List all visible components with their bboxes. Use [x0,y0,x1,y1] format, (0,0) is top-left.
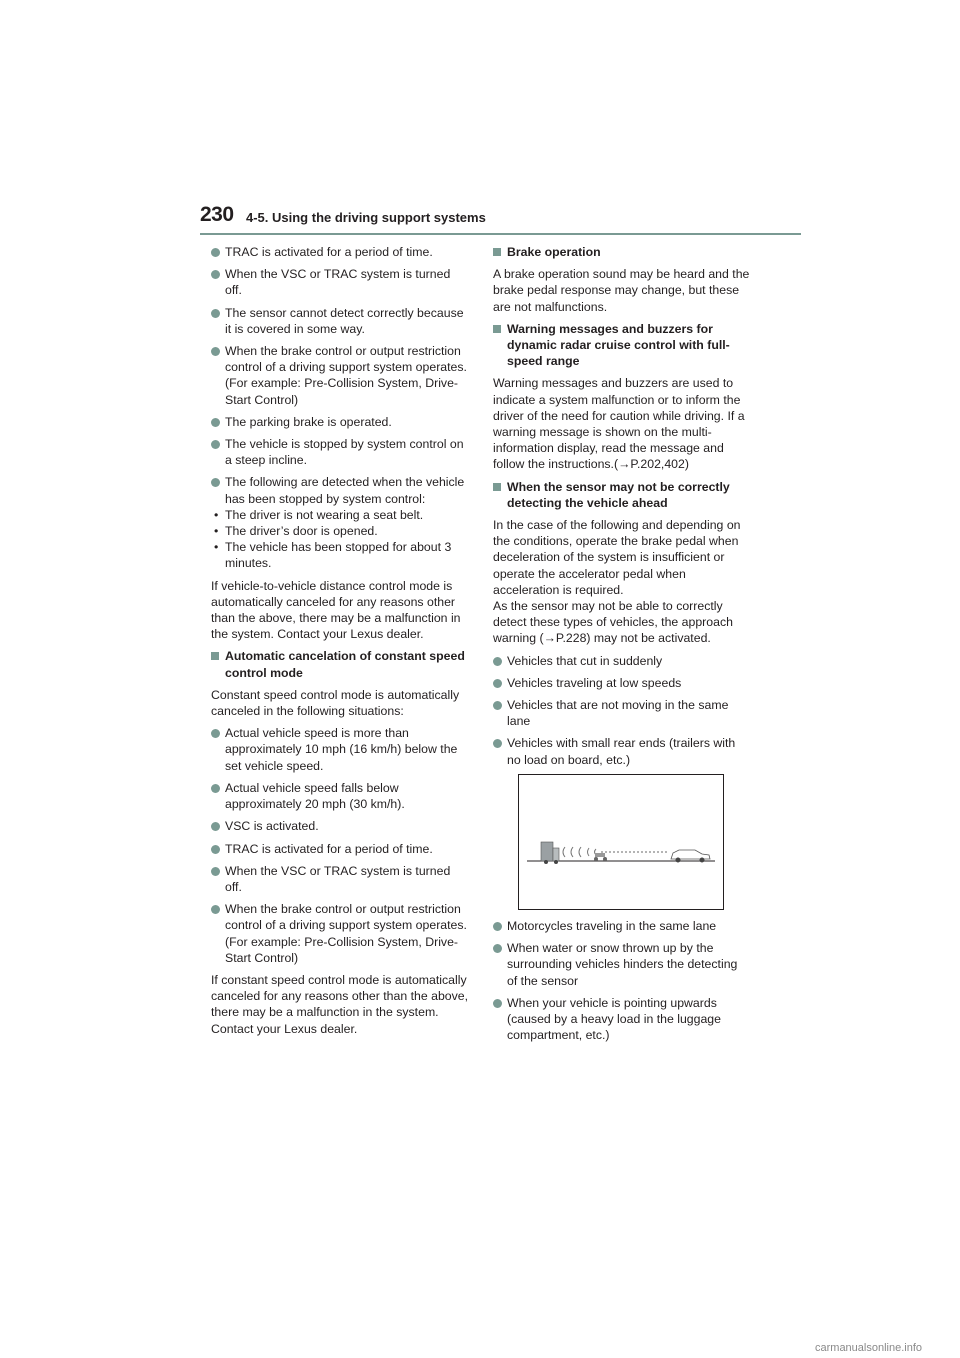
bullet-item: Actual vehicle speed falls below approximately 20 mph (30 km/h). [211,780,469,812]
bullet-dot-icon [211,478,220,487]
paragraph: If vehicle-to-vehicle distance control mode is automatically canceled for any reasons other than the above, there may be a malfunction in the system. Contact your Lexus dealer. [211,578,461,642]
bullet-dot-icon [493,999,502,1008]
bullet-item: Actual vehicle speed is more than approximately 10 mph (16 km/h) below the set vehicle speed. [211,725,469,774]
bullet-item: When the brake control or output restriction control of a driving support system operates. (For example: Pre-Collision System, Drive-Start Control) [211,901,469,966]
section-heading: Warning messages and buzzers for dynamic radar cruise control with full-speed range [493,321,751,370]
section-title: 4-5. Using the driving support systems [246,210,486,225]
header-rule [200,233,801,235]
bullet-dot-icon [493,701,502,710]
bullet-item: When your vehicle is pointing upwards (caused by a heavy load in the luggage compartment, etc.) [493,995,751,1044]
bullet-item: The following are detected when the vehicle has been stopped by system control: [211,474,469,506]
bullet-item: TRAC is activated for a period of time. [211,244,469,260]
bullet-item: Vehicles that cut in suddenly [493,653,751,669]
bullet-item: When water or snow thrown up by the surrounding vehicles hinders the detecting of the sensor [493,940,751,989]
bullet-dot-icon [211,822,220,831]
bullet-dot-icon [211,867,220,876]
paragraph: If constant speed control mode is automatically canceled for any reasons other than the above, there may be a malfunction in the system. Contact your Lexus dealer. [211,972,469,1036]
bullet-item: When the brake control or output restriction control of a driving support system operates. (For example: Pre-Collision System, Drive-Start Control) [211,343,469,408]
bullet-dot-icon [211,248,220,257]
right-column [493,244,751,1049]
radar-waves-icon [563,847,596,857]
square-bullet-icon [211,652,219,660]
bullet-dot-icon [211,845,220,854]
page-number: 230 [200,203,234,226]
bullet-item: The sensor cannot detect correctly because it is covered in some way. [211,305,469,337]
sub-item: • The driver is not wearing a seat belt. [214,507,424,522]
bullet-dot-icon [211,729,220,738]
truck-icon [541,842,559,864]
illustration-figure [518,774,724,910]
bullet-dot-icon [493,679,502,688]
bullet-dot-icon [211,440,220,449]
square-bullet-icon [493,325,501,333]
radar-detection-illustration [519,775,723,909]
example-note: (For example: Pre-Collision System, Drive-Start Control) [225,376,459,407]
square-bullet-icon [493,248,501,256]
bullet-item: When the VSC or TRAC system is turned off. [211,266,469,298]
bullet-item: Motorcycles traveling in the same lane [493,918,751,934]
bullet-dot-icon [493,944,502,953]
bullet-item: Vehicles with small rear ends (trailers with no load on board, etc.) [493,735,751,767]
watermark: carmanualsonline.info [815,1342,923,1354]
section-heading: Brake operation [493,244,751,260]
bullet-dot-icon [211,347,220,356]
bullet-item: The parking brake is operated. [211,414,469,430]
section-heading: When the sensor may not be correctly detecting the vehicle ahead [493,479,751,511]
bullet-dot-icon [211,309,220,318]
bullet-item: The vehicle is stopped by system control on a steep incline. [211,436,469,468]
bullet-item: When the VSC or TRAC system is turned off. [211,863,469,895]
paragraph: In the case of the following and depending on the conditions, operate the brake pedal when deceleration of the system is insufficient or operate the accelerator pedal when acceleration is required. [493,518,741,597]
bullet-dot-icon [493,922,502,931]
paragraph: Constant speed control mode is automatically canceled in the following situations: [211,687,460,719]
square-bullet-icon [493,483,501,491]
bullet-dot-icon [493,657,502,666]
left-column [211,244,469,1043]
bullet-item: Vehicles traveling at low speeds [493,675,751,691]
sub-item: • The driver’s door is opened. [214,524,378,539]
bullet-dot-icon [211,784,220,793]
example-note: (For example: Pre-Collision System, Drive-Start Control) [225,934,459,965]
bullet-item: Vehicles that are not moving in the same lane [493,697,751,729]
bullet-dot-icon [211,905,220,914]
bullet-item: VSC is activated. [211,818,469,834]
paragraph: As the sensor may not be able to correctly detect these types of vehicles, the approach warning (→P.228) may not be activated. [493,599,733,646]
bullet-dot-icon [211,418,220,427]
motorcycle-icon [594,853,607,861]
bullet-dot-icon [211,270,220,279]
bullet-item: TRAC is activated for a period of time. [211,841,469,857]
section-heading: Automatic cancelation of constant speed control mode [211,648,469,680]
bullet-dot-icon [493,739,502,748]
paragraph: Warning messages and buzzers are used to indicate a system malfunction or to inform the driver of the need for caution while driving. If a warning message is shown on the multi-information display, read the message and follow the instructions.(→P.202,402) [493,376,745,472]
sub-item: • The vehicle has been stopped for about 3 minutes. [214,540,452,571]
paragraph: A brake operation sound may be heard and the brake pedal response may change, but these are not malfunctions. [493,267,750,314]
